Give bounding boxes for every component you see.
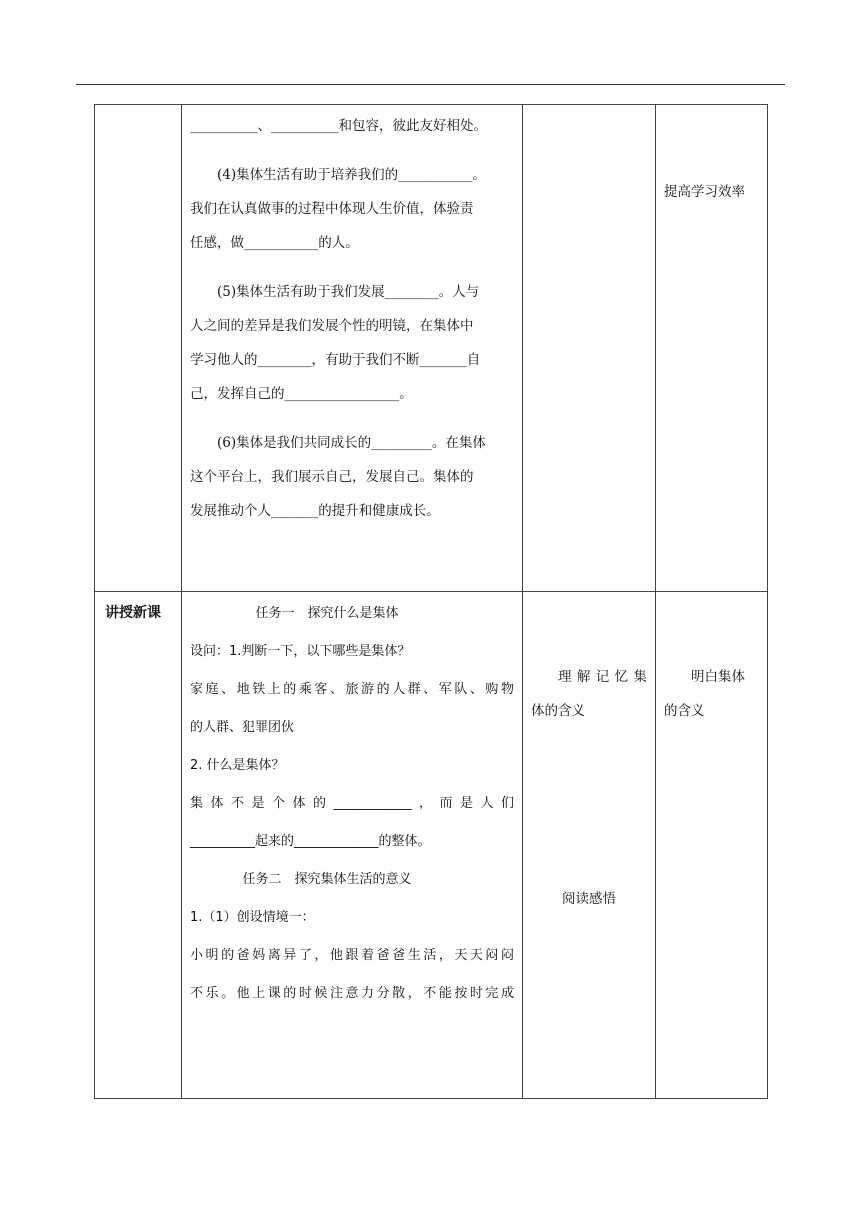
question-line: 设问：1.判断一下，以下哪些是集体？ — [190, 644, 411, 659]
item-6-line: 发展推动个人_______的提升和健康成长。 — [190, 503, 440, 519]
lesson-plan-table — [94, 104, 768, 1099]
fill-blank-line: __________、__________和包容，彼此友好相处。 — [190, 118, 487, 134]
item-6-line: 这个平台上，我们展示自己，发展自己。集体的 — [190, 469, 474, 485]
options-line: 家庭、地铁上的乘客、旅游的人群、军队、购物 — [190, 682, 514, 697]
scenario-line: 不乐。他上课的时候注意力分散，不能按时完成 — [190, 986, 514, 1001]
item-4-line: 任感，做___________的人。 — [190, 235, 359, 251]
item-5-line: 己，发挥自己的_________________。 — [190, 386, 413, 402]
content-cell — [182, 592, 523, 1099]
question-line: 2. 什么是集体？ — [190, 758, 285, 773]
purpose-text: 的含义 — [664, 703, 705, 719]
item-5-line: 人之间的差异是我们发展个性的明镜，在集体中 — [190, 318, 474, 334]
activity-text: 体的含义 — [531, 703, 585, 719]
item-4-line: 我们在认真做事的过程中体现人生价值，体验责 — [190, 201, 474, 217]
purpose-cell — [656, 592, 768, 1099]
content-cell — [182, 105, 523, 592]
item-5-line: (5)集体生活有助于我们发展________。人与 — [217, 284, 480, 300]
purpose-text: 提高学习效率 — [664, 184, 745, 200]
activity-cell — [523, 105, 656, 592]
item-6-line: (6)集体是我们共同成长的_________。在集体 — [217, 435, 486, 451]
table-row — [95, 592, 768, 1099]
task-1-title: 任务一 探究什么是集体 — [255, 606, 399, 621]
item-5-line: 学习他人的________，有助于我们不断_______自 — [190, 352, 481, 368]
answer-line: __________起来的_____________的整体。 — [190, 834, 431, 849]
activity-text: 理解记忆集 — [558, 669, 647, 685]
purpose-text: 明白集体 — [691, 669, 745, 685]
activity-text: 阅读感悟 — [562, 891, 616, 907]
header-rule — [76, 84, 785, 85]
options-line: 的人群、犯罪团伙 — [190, 720, 295, 735]
item-4-line: (4)集体生活有助于培养我们的___________。 — [217, 167, 486, 183]
scenario-heading: 1.（1）创设情境一： — [190, 910, 315, 925]
section-cell — [95, 592, 182, 1099]
activity-cell — [523, 592, 656, 1099]
scenario-line: 小明的爸妈离异了，他跟着爸爸生活，天天闷闷 — [190, 948, 514, 963]
section-label: 讲授新课 — [105, 605, 161, 621]
task-2-title: 任务二 探究集体生活的意义 — [242, 872, 412, 887]
section-cell — [95, 105, 182, 592]
purpose-cell — [656, 105, 768, 592]
table-row — [95, 105, 768, 592]
answer-line: 集体不是个体的____________，而是人们 — [190, 796, 514, 811]
